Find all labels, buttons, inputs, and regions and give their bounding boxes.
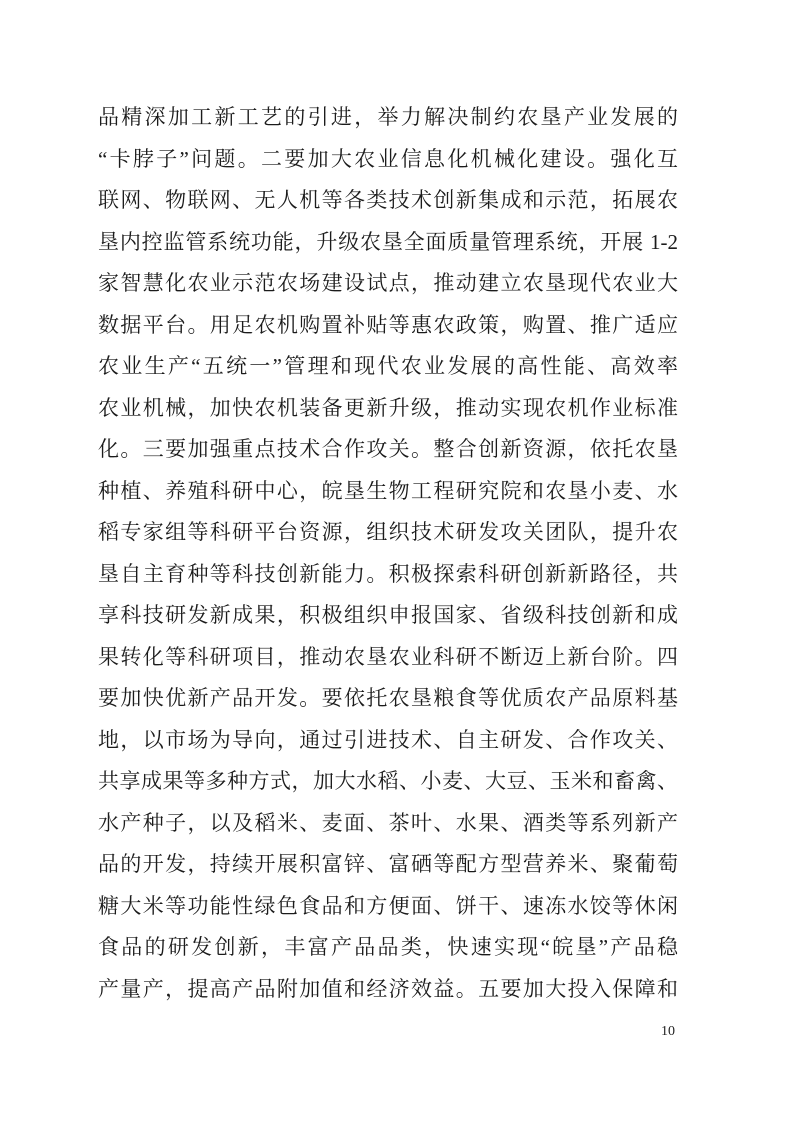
- text-line: 地，以市场为导向，通过引进技术、自主研发、合作攻关、: [98, 727, 678, 752]
- text-line: 享科技研发新成果，积极组织申报国家、省级科技创新和成: [98, 603, 678, 627]
- text-line: “卡脖子”问题。二要加大农业信息化机械化建设。强化互: [98, 146, 678, 171]
- text-line: 糖大米等功能性绿色食品和方便面、饼干、速冻水饺等休闲: [98, 893, 678, 918]
- text-line: 共享成果等多种方式，加大水稻、小麦、大豆、玉米和畜禽、: [98, 769, 678, 793]
- text-line: 农业机械，加快农机装备更新升级，推动实现农机作业标准: [98, 395, 678, 420]
- text-line: 品精深加工新工艺的引进，举力解决制约农垦产业发展的: [98, 105, 678, 129]
- text-line: 数据平台。用足农机购置补贴等惠农政策，购置、推广适应: [98, 312, 678, 337]
- text-line: 化。三要加强重点技术合作攻关。整合创新资源，依托农垦: [98, 437, 678, 461]
- text-line: 垦内控监管系统功能，升级农垦全面质量管理系统，开展 1-2: [98, 229, 678, 254]
- text-line: 种植、养殖科研中心，皖垦生物工程研究院和农垦小麦、水: [98, 478, 678, 503]
- text-line: 联网、物联网、无人机等各类技术创新集成和示范，拓展农: [98, 188, 678, 212]
- page-number: 10: [661, 1024, 675, 1039]
- text-line: 农业生产“五统一”管理和现代农业发展的高性能、高效率: [98, 354, 678, 378]
- text-line: 家智慧化农业示范农场建设试点，推动建立农垦现代农业大: [98, 271, 678, 295]
- body-text: [98, 97, 678, 1010]
- text-line: 品的开发，持续开展积富锌、富硒等配方型营养米、聚葡萄: [98, 852, 678, 876]
- text-line: 垦自主育种等科技创新能力。积极探索科研创新新路径，共: [98, 561, 678, 586]
- text-line: 要加快优新产品开发。要依托农垦粮食等优质农产品原料基: [98, 686, 678, 710]
- text-line: 食品的研发创新，丰富产品品类，快速实现“皖垦”产品稳: [98, 935, 678, 959]
- text-line: 稻专家组等科研平台资源，组织技术研发攻关团队，提升农: [98, 520, 678, 544]
- text-line: 产量产，提高产品附加值和经济效益。五要加大投入保障和: [98, 976, 678, 1001]
- text-line: 果转化等科研项目，推动农垦农业科研不断迈上新台阶。四: [98, 644, 678, 669]
- text-line: 水产种子，以及稻米、麦面、茶叶、水果、酒类等系列新产: [98, 810, 678, 835]
